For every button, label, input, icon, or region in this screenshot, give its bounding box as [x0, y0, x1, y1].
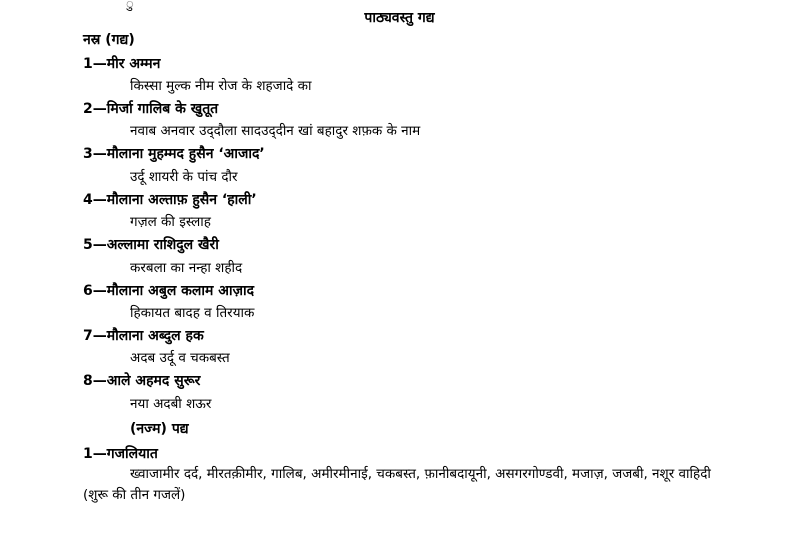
prose-author-6: 6—मौलाना अबुल कलाम आज़ाद	[83, 283, 255, 299]
poetry-section-label: (नज्म) पद्य	[130, 421, 189, 437]
page-heading: पाठ्यवस्तु गद्य	[364, 10, 435, 26]
prose-author-1: 1—मीर अम्मन	[83, 56, 161, 72]
prose-work-4: गज़ल की इस्लाह	[130, 214, 211, 230]
prose-section-label: नस्र (गद्य)	[83, 32, 135, 48]
prose-work-6: हिकायत बादह व तिरयाक	[130, 305, 255, 321]
prose-author-2: 2—मिर्जा गालिब के खुतूत	[83, 101, 219, 117]
prose-work-2: नवाब अनवार उद्‌दौला सादउद्‌दीन खां बहादुर शफ़क के नाम	[130, 123, 421, 139]
prose-author-3: 3—मौलाना मुहम्मद हुसैन ‘आजाद’	[83, 146, 265, 162]
prose-work-3: उर्दू शायरी के पांच दौर	[130, 169, 238, 185]
top-fragment: ु	[126, 0, 134, 12]
poetry-title-1: 1—गजलियात	[83, 446, 158, 462]
prose-work-7: अदब उर्दू व चकबस्त	[130, 350, 230, 366]
prose-author-5: 5—अल्लामा राशिदुल खैरी	[83, 237, 219, 253]
poetry-text-1: ख्वाजामीर दर्द, मीरतक़ीमीर, गालिब, अमीरमीनाई, चकबस्त, फ़ानीबदायूनी, असगरगोण्डवी, मजाज़, जजबी, नशूर वाहिदी (शुरू की तीन गजलें)	[83, 466, 711, 503]
prose-author-7: 7—मौलाना अब्दुल हक	[83, 328, 204, 344]
prose-author-4: 4—मौलाना अल्ताफ़ हुसैन ‘हाली’	[83, 192, 257, 208]
prose-work-1: किस्सा मुल्क नीम रोज के शहजादे का	[130, 78, 312, 94]
prose-work-8: नया अदबी शऊर	[130, 396, 212, 412]
prose-work-5: करबला का नन्हा शहीद	[130, 260, 243, 276]
prose-author-8: 8—आले अहमद सुरूर	[83, 373, 201, 389]
